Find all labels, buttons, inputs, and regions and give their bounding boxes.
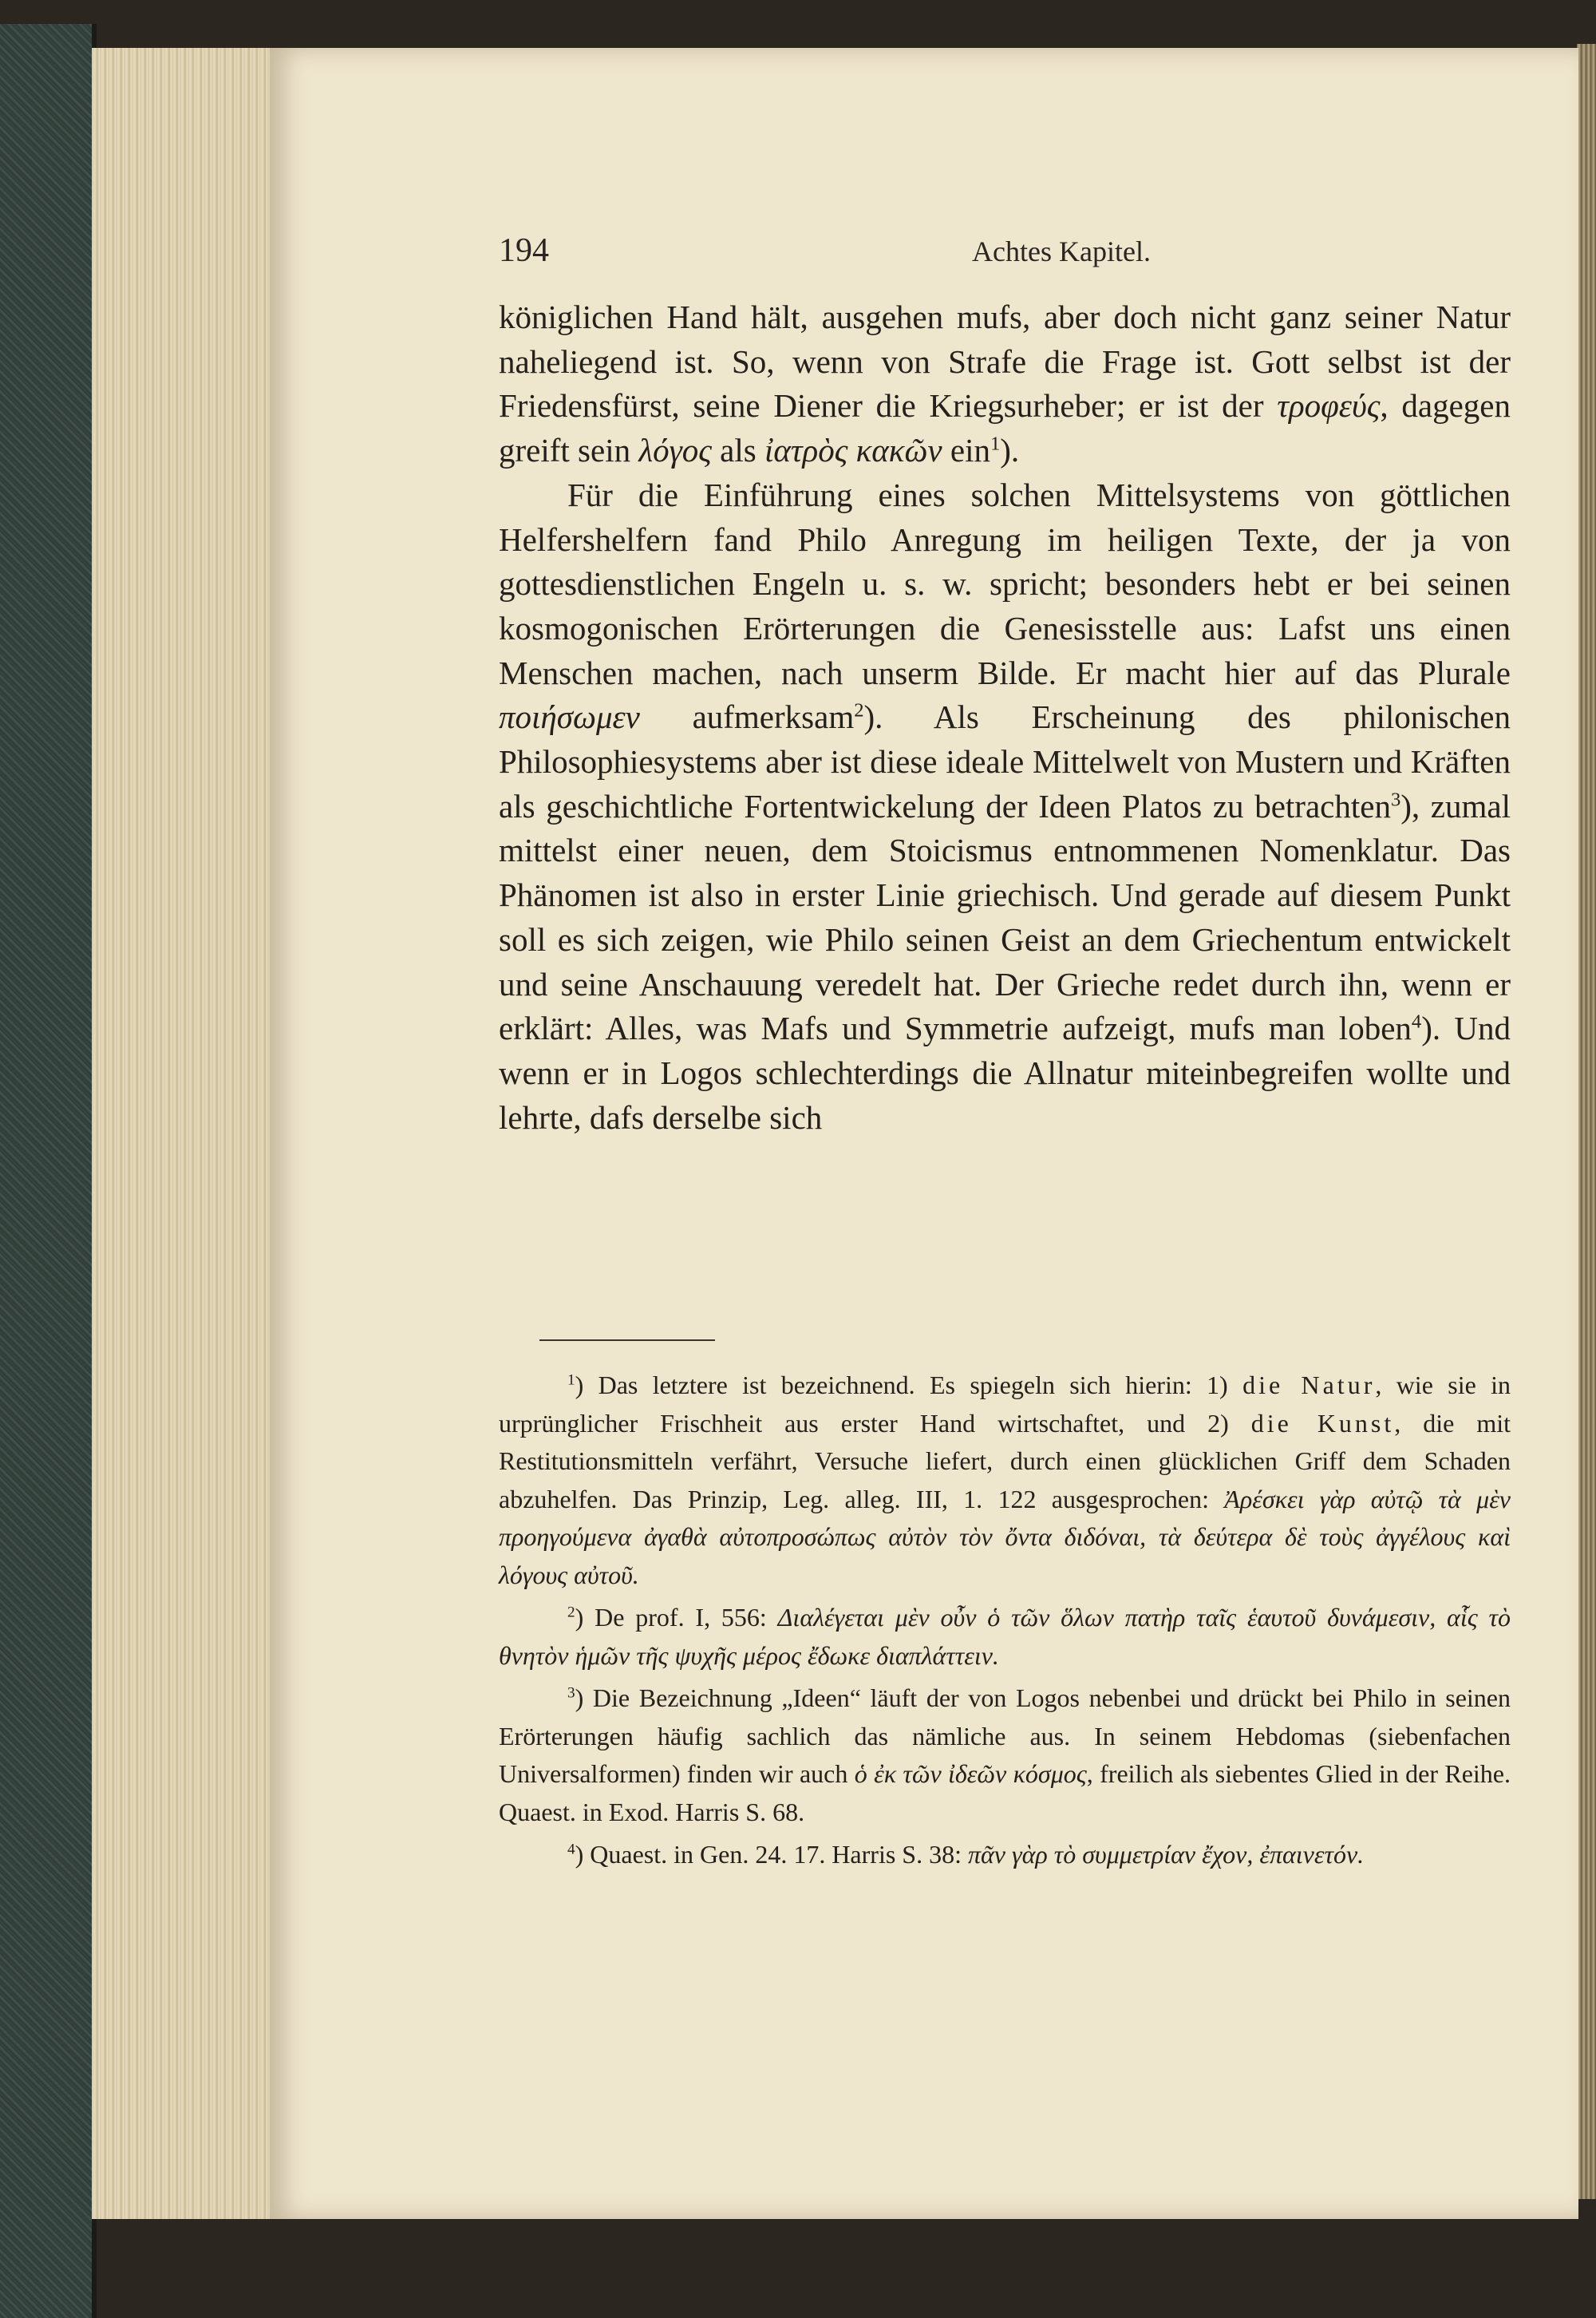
book-page <box>270 48 1578 2219</box>
footnote-4: $^4$) Quaest. in Gen. 24. 17. Harris S. 38: πᾶν γὰρ τὸ συμμετρίαν ἔχον, ἐπαινετόν. <box>567 1840 1365 1869</box>
page-stack-edges <box>92 48 275 2219</box>
running-head: Achtes Kapitel. <box>972 235 1151 267</box>
page-header <box>499 231 1512 279</box>
footnote-3: $^3$) Die Bezeichnung „Ideen“ läuft der von Logos nebenbei und drückt bei Philo in seinen Erörterungen häufig sachlich das nämliche aus. In seinem Hebdomas (siebenfachen Universalformen) finden wir auch ὁ ἐκ τῶν ἰδεῶν κόσμος, freilich als siebentes Glied in der Reihe. Quaest. in Exod. Harris S. 68. <box>499 1683 1511 1826</box>
footnote-divider <box>539 1339 715 1341</box>
footnote-ref-3: 3 <box>1390 789 1401 811</box>
paragraph-2: Für die Einführung eines solchen Mittelsystems von göttlichen Helfershelfern fand Philo Anregung im heiligen Texte, der ja von gottesdienstlichen Engeln u. s. w. spricht; besonders hebt er bei seinen kosmogonischen Erörterungen die Genesisstelle aus: Lafst uns einen Menschen machen, nach unserm Bilde. Er macht hier auf das Plurale ποιήσωμεν aufmerksam$^2$). Als Erscheinung des philonischen Philosophiesystems aber ist diese ideale Mittelwelt von Mustern und Kräften als geschichtliche Fortentwickelung der Ideen Platos zu betrachten$^3$), zumal mittelst einer neuen, dem Stoicismus entnommenen Nomenklatur. Das Phänomen ist also in erster Linie griechisch. Und gerade auf diesem Punkt soll es sich zeigen, wie Philo seinen Geist an dem Griechentum entwickelt und seine Anschauung veredelt hat. Der Grieche redet durch ihn, wenn er erklärt: Alles, was Mafs und Symmetrie aufzeigt, mufs man loben$^4$). Und wenn er in Logos schlechterdings die Allnatur miteinbegreifen wollte und lehrte, dafs derselbe sich <box>499 476 1511 1136</box>
footnotes <box>499 1367 1511 1879</box>
footnote-ref-4: 4 <box>1411 1011 1422 1033</box>
footnote-2: $^2$) De prof. I, 556: Διαλέγεται μὲν οὖν ὁ τῶν ὅλων πατὴρ ταῖς ἑαυτοῦ δυνάμεσιν, αἷς τὸ θνητὸν ἡμῶν τῆς ψυχῆς μέρος ἔδωκε διαπλάττειν. <box>499 1603 1511 1670</box>
footnote-ref-2: 2 <box>854 699 864 722</box>
footnote-ref-1: 1 <box>990 433 1001 455</box>
footnote-1: $^1$) Das letztere ist bezeichnend. Es spiegeln sich hierin: 1) die Natur, wie sie in urprünglicher Frischheit aus erster Hand wirtschaftet, und 2) die Kunst, die mit Restitutionsmitteln verfährt, Versuche liefert, durch einen glücklichen Griff dem Schaden abzuhelfen. Das Prinzip, Leg. alleg. III, 1. 122 ausgesprochen: Ἀρέσκει γὰρ αὐτῷ τὰ μὲν προηγούμενα ἀγαθὰ αὐτοπροσώπως αὐτὸν τὸν ὄντα διδόναι, τὰ δεύτερα δὲ τοὺς ἀγγέλους καὶ λόγους αὐτοῦ. <box>499 1371 1511 1589</box>
main-text <box>499 295 1511 1140</box>
paragraph-1: königlichen Hand hält, ausgehen mufs, aber doch nicht ganz seiner Natur naheliegend ist. So, wenn von Strafe die Frage ist. Gott selbst ist der Friedensfürst, seine Diener die Kriegsurheber; er ist der τροφεύς, dagegen greift sein λόγος als ἰατρὸς κακῶν ein$^1$). <box>499 299 1511 469</box>
book-cover-edge <box>0 24 97 2318</box>
right-page-edge <box>1577 44 1596 2199</box>
page-number: 194 <box>499 232 549 269</box>
